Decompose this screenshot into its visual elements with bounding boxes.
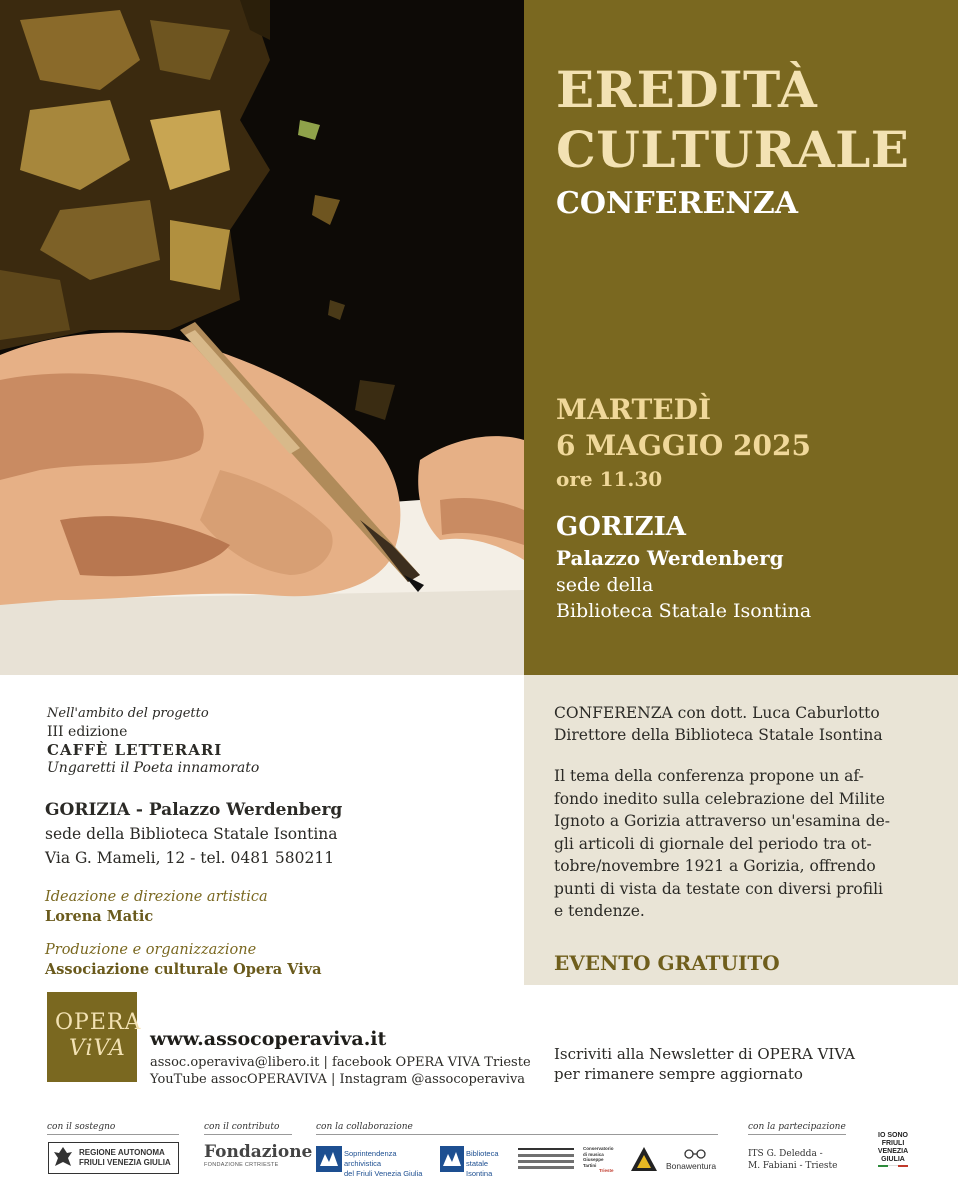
divider [204, 1134, 292, 1135]
regione-line-1: REGIONE AUTONOMA [79, 1148, 165, 1157]
conference-speaker [554, 702, 883, 746]
web-contacts [150, 1028, 531, 1088]
newsletter-invite [554, 1044, 855, 1084]
contact-line-1: assoc.operaviva@libero.it | facebook OPERA VIVA Trieste [150, 1055, 531, 1070]
library-line-2: statale Isontina [466, 1159, 493, 1178]
conservatory-line: Trieste [599, 1168, 614, 1173]
participation-label: con la partecipazione [748, 1122, 846, 1132]
project-block [47, 705, 259, 777]
hero-illustration [0, 0, 524, 675]
mic-icon [316, 1146, 342, 1172]
bookshelf-logo [518, 1148, 574, 1170]
support-label: con il sostegno [47, 1122, 116, 1132]
conservatory-line: Giuseppe [583, 1157, 604, 1162]
divider [316, 1134, 718, 1135]
description-line: e tendenze. [554, 902, 645, 920]
address-line-3: Via G. Mameli, 12 - tel. 0481 580211 [45, 849, 335, 867]
conference-details-panel [524, 675, 958, 985]
address-head: GORIZIA - Palazzo Werdenberg [45, 800, 343, 820]
iosono-line: VENEZIA [877, 1148, 909, 1155]
event-subtitle: CONFERENZA [556, 186, 798, 221]
opera-viva-logo [47, 992, 142, 1082]
collaboration-label: con la collaborazione [316, 1122, 413, 1132]
free-event-label: EVENTO GRATUITO [554, 951, 780, 975]
production-credit [45, 941, 322, 979]
iosono-line: IO SONO [878, 1132, 908, 1139]
contact-line-2: YouTube assocOPERAVIVA | Instagram @assocoperaviva [150, 1072, 526, 1087]
its-line-1: ITS G. Deledda - [748, 1149, 823, 1159]
title-line-1: EREDITÀ [556, 60, 818, 119]
regione-line-2: FRIULI VENEZIA GIULIA [79, 1158, 171, 1167]
hand-writing-illustration [0, 0, 524, 675]
biblioteca-logo [440, 1146, 514, 1178]
conservatory-line: Tartini [583, 1162, 597, 1168]
regione-text [79, 1148, 171, 1168]
fondazione-name: Fondazione [204, 1142, 313, 1162]
bonawentura-logo [666, 1148, 724, 1174]
speaker-role: Direttore della Biblioteca Statale Isontina [554, 726, 883, 744]
newsletter-line-1: Iscriviti alla Newsletter di OPERA VIVA [554, 1045, 855, 1063]
archive-line-1: Soprintendenza archivistica [344, 1149, 397, 1168]
library-line-1: Biblioteca [466, 1149, 499, 1158]
address-line-2: sede della Biblioteca Statale Isontina [45, 825, 338, 843]
description-line: Ignoto a Gorizia attraverso un'esamina de- [554, 812, 891, 830]
its-logo [748, 1148, 837, 1172]
newsletter-line-2: per rimanere sempre aggiornato [554, 1065, 803, 1083]
conservatory-line: Conservatorio [583, 1146, 614, 1151]
project-intro: Nell'ambito del progetto [47, 706, 209, 721]
description-line: punti di vista da testate con diversi profili [554, 879, 884, 898]
description-line: tobre/novembre 1921 a Gorizia, offrendo [554, 857, 876, 875]
glasses-icon [684, 1148, 706, 1160]
event-location [556, 510, 811, 624]
soprintendenza-logo [316, 1146, 434, 1178]
event-full-date: 6 MAGGIO 2025 [556, 429, 811, 462]
website-link[interactable]: www.assocoperaviva.it [150, 1028, 387, 1050]
event-header-panel [524, 0, 958, 675]
project-edition: III edizione [47, 724, 128, 740]
event-day: MARTEDÌ [556, 393, 712, 426]
venue-note-1: sede della [556, 574, 654, 596]
eagle-icon [52, 1144, 74, 1172]
sponsors-bar [0, 1118, 958, 1200]
title-line-2: CULTURALE [556, 120, 910, 179]
venue-address [45, 798, 342, 870]
event-date [556, 392, 811, 494]
description-line: fondo inedito sulla celebrazione del Milite [554, 789, 885, 808]
divider [47, 1134, 179, 1135]
bonawentura-text: Bonawentura [666, 1161, 717, 1171]
triangle-logo [630, 1146, 658, 1172]
divider [748, 1134, 846, 1135]
project-name: CAFFÈ LETTERARI [47, 741, 223, 759]
regione-fvg-logo [48, 1142, 179, 1174]
mic-icon [440, 1146, 464, 1172]
biblioteca-text [466, 1149, 514, 1179]
production-name: Associazione culturale Opera Viva [45, 961, 322, 978]
iosono-line: GIULIA [881, 1156, 905, 1163]
event-city: GORIZIA [556, 512, 686, 542]
speaker-line: CONFERENZA con dott. Luca Caburlotto [554, 704, 880, 722]
conservatorio-logo [583, 1146, 614, 1174]
italian-flag-icon [868, 1165, 918, 1167]
conference-description [554, 765, 944, 923]
ideation-role: Ideazione e direzione artistica [45, 889, 268, 905]
fondazione-logo [204, 1142, 313, 1180]
event-time: ore 11.30 [556, 467, 663, 491]
ideation-credit [45, 888, 268, 926]
io-sono-fvg-logo [868, 1132, 918, 1174]
logo-line-1: OPERA [55, 1010, 142, 1035]
conservatory-line: di musica [583, 1151, 604, 1157]
event-venue: Palazzo Werdenberg [556, 546, 784, 570]
archive-line-2: del Friuli Venezia Giulia [344, 1169, 423, 1178]
description-line: Il tema della conferenza propone un af- [554, 767, 864, 785]
fondazione-sub: FONDAZIONE CRTRIESTE [204, 1162, 279, 1168]
logo-line-2: ViVA [69, 1036, 126, 1061]
venue-note-2: Biblioteca Statale Isontina [556, 600, 812, 622]
contribution-label: con il contributo [204, 1122, 280, 1132]
soprintendenza-text [344, 1149, 434, 1179]
production-role: Produzione e organizzazione [45, 942, 257, 958]
event-title [556, 60, 909, 180]
description-line: gli articoli di giornale del periodo tra ot- [554, 834, 872, 853]
ideation-name: Lorena Matic [45, 908, 154, 925]
iosono-line: FRIULI [881, 1140, 905, 1147]
project-theme: Ungaretti il Poeta innamorato [47, 760, 260, 776]
its-line-2: M. Fabiani - Trieste [748, 1161, 838, 1171]
